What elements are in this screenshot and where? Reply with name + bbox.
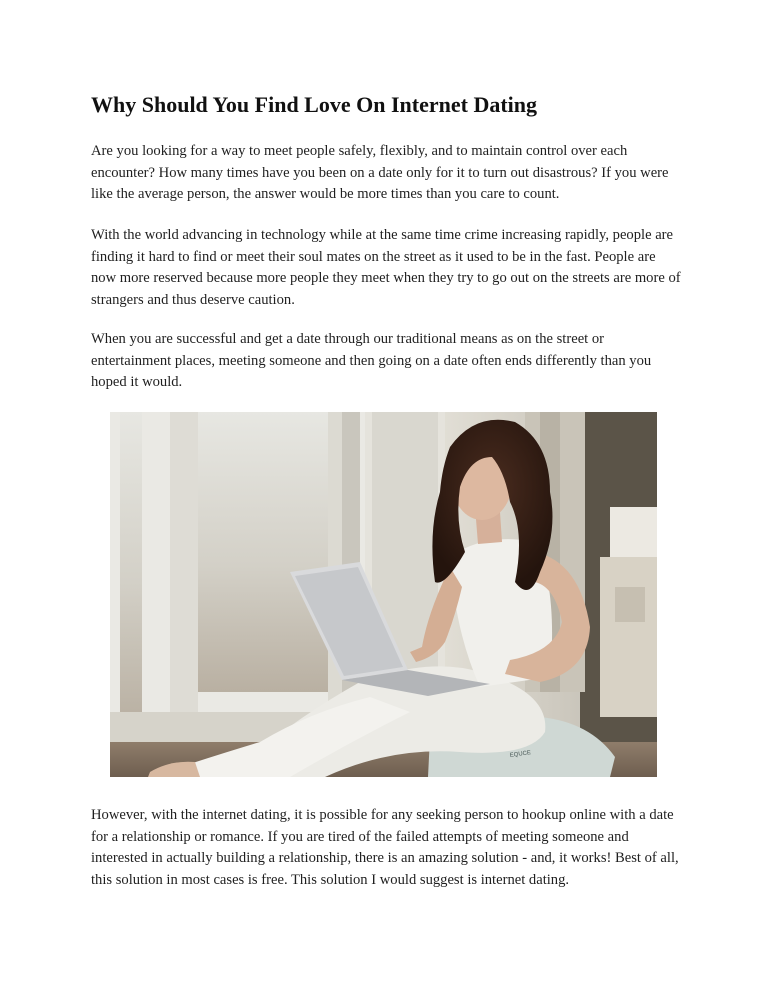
woman-with-laptop-photo [110, 412, 657, 777]
paragraph-traditional-dating: When you are successful and get a date through our traditional means as on the street or entertainment places, meeting someone and then going on a date often ends differently than you hoped it would. [91, 331, 652, 390]
cushion-text: EQUCE [509, 750, 532, 759]
photo-illustration [110, 412, 657, 777]
paragraph-intro: Are you looking for a way to meet people safely, flexibly, and to maintain control over each encounter? How many times have you been on a date only for it to turn out disastrous? If you were like the average person, the answer would be more times than you care to count. [91, 143, 669, 202]
paragraph-technology: With the world advancing in technology while at the same time crime increasing rapidly, people are finding it hard to find or meet their soul mates on the street as it used to be in the fast. People are now more reserved because more people they meet when they try to go out on the streets are more of strangers and thus deserve caution. [91, 227, 681, 308]
paragraph-internet-dating: However, with the internet dating, it is possible for any seeking person to hookup online with a date for a relationship or romance. If you are tired of the failed attempts of meeting someone and interested in actually building a relationship, there is an amazing solution - and, it works! Best of all, this solution in most cases is free. This solution I would suggest is internet dating. [91, 807, 679, 888]
article-title: Why Should You Find Love On Internet Dating [91, 92, 538, 117]
